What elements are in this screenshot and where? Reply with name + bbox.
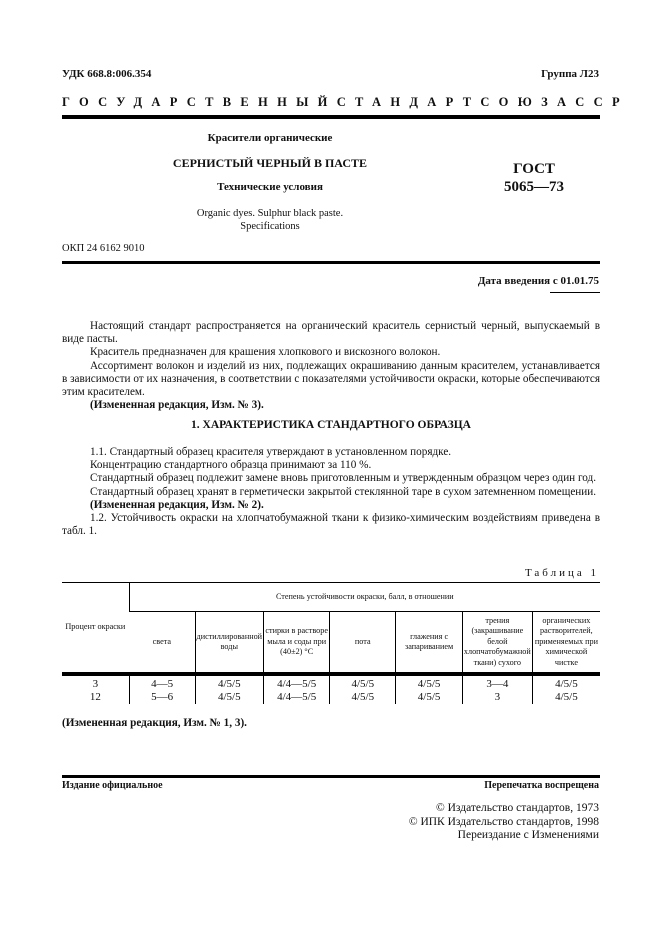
okp-divider	[62, 261, 600, 264]
banner-word: СТАНДАРТ	[336, 95, 481, 109]
udk-code: УДК 668.8:006.354	[62, 68, 152, 80]
col-header: дистиллированной воды	[195, 612, 264, 675]
copyright-line: © ИПК Издательство стандартов, 1998	[408, 815, 599, 828]
date-underline	[550, 292, 600, 293]
table-cell: 4/5/5	[195, 692, 264, 705]
col-header: света	[129, 612, 195, 675]
table-cell: 3	[462, 692, 532, 705]
gost-designation	[496, 160, 572, 196]
fastness-table	[62, 582, 600, 704]
table-cell: 4/5/5	[396, 692, 463, 705]
cell-percent: 3	[92, 678, 99, 690]
group-code: Группа Л23	[541, 68, 599, 80]
reissue-line: Переиздание с Изменениями	[457, 829, 599, 841]
table-row	[62, 674, 600, 692]
intro-paragraph: Краситель предназначен для крашения хлопкового и вискозного волокон.	[90, 346, 441, 359]
table-cell: 5—6	[129, 692, 195, 705]
col-header: глажения с запариванием	[396, 612, 463, 675]
col-header: органических растворителей, применяемых при химической чистке	[532, 612, 600, 675]
table-cell: 4/5/5	[195, 674, 264, 692]
gost-number: 5065—73	[504, 179, 564, 195]
section-paragraph: 1.1. Стандартный образец красителя утверждают в установленном порядке.	[90, 446, 452, 458]
effective-date: Дата введения с 01.01.75	[477, 275, 599, 287]
doc-title: СЕРНИСТЫЙ ЧЕРНЫЙ В ПАСТЕ	[172, 156, 368, 170]
okp-code: ОКП 24 6162 9010	[62, 243, 145, 254]
intro-paragraph: Настоящий стандарт распространяется на органический краситель сернистый черный, выпускаемый в виде пасты.	[62, 320, 600, 346]
section-heading: 1. ХАРАКТЕРИСТИКА СТАНДАРТНОГО ОБРАЗЦА	[191, 419, 471, 431]
official-edition: Издание официальное	[62, 780, 163, 791]
english-title	[140, 207, 400, 233]
amendment-note: (Измененная редакция, Изм. № 3).	[90, 399, 264, 412]
english-title-line: Specifications	[240, 221, 300, 232]
intro-section	[62, 320, 600, 412]
table-cell: 4/5/5	[396, 674, 463, 692]
banner-word: СОЮЗА	[480, 95, 576, 109]
table-cell: 3—4	[462, 674, 532, 692]
table-cell: 4/4—5/5	[264, 692, 330, 705]
table-cell: 4/5/5	[532, 674, 600, 692]
footer-divider	[62, 775, 600, 778]
amendment-note: (Измененная редакция, Изм. № 1, 3).	[62, 717, 247, 729]
cell-percent: 12	[89, 690, 101, 703]
col-header: пота	[330, 612, 396, 675]
doc-subtitle: Технические условия	[217, 181, 323, 193]
table-label: Таблица 1	[524, 567, 599, 579]
section-paragraph: Стандартный образец подлежит замене вновь приготовленным и утвержденным образцом через один год.	[90, 472, 597, 485]
banner-word: ГОСУДАРСТВЕННЫЙ	[62, 95, 337, 109]
doc-category: Красители органические	[207, 132, 333, 144]
section-paragraph: Концентрацию стандартного образца принимают за 110 %.	[90, 459, 372, 472]
gost-label: ГОСТ	[513, 161, 555, 177]
section1-body	[62, 446, 600, 538]
table-cell: 4/5/5	[330, 692, 396, 705]
copyright-line: © Издательство стандартов, 1973	[435, 802, 599, 814]
reprint-notice: Перепечатка воспрещена	[484, 780, 599, 791]
section-paragraph: Стандартный образец хранят в герметически закрытой стеклянной таре в сухом затемненном помещении.	[90, 485, 597, 498]
table-cell: 4/4—5/5	[264, 674, 330, 692]
header-divider	[62, 115, 600, 119]
banner-word: ССР	[575, 95, 629, 109]
col-header: стирки в растворе мыла и соды при (40±2) °С	[264, 612, 330, 675]
col-header: трения (закрашивание белой хлопчатобумажной ткани) сухого	[462, 612, 532, 675]
intro-paragraph: Ассортимент волокон и изделий из них, подлежащих окрашиванию данным красителем, устанавливается в зависимости от их назначения, в соответствии с показателями устойчивости окраски, которые обеспечиваются этим красителем.	[62, 359, 600, 399]
state-standard-banner	[62, 95, 629, 110]
table-cell: 4/5/5	[532, 692, 600, 705]
english-title-line: Organic dyes. Sulphur black paste.	[196, 208, 344, 219]
table-row	[62, 692, 600, 705]
section-paragraph: 1.2. Устойчивость окраски на хлопчатобумажной ткани к физико-химическим воздействиям приведена в табл. 1.	[62, 512, 600, 538]
table-cell: 4—5	[129, 674, 195, 692]
group-header: Степень устойчивости окраски, балл, в отношении	[129, 583, 600, 612]
amendment-note: (Измененная редакция, Изм. № 2).	[90, 498, 264, 511]
col-header-percent: Процент окраски	[62, 583, 129, 675]
copyright-block	[409, 802, 599, 843]
table-cell: 4/5/5	[330, 674, 396, 692]
